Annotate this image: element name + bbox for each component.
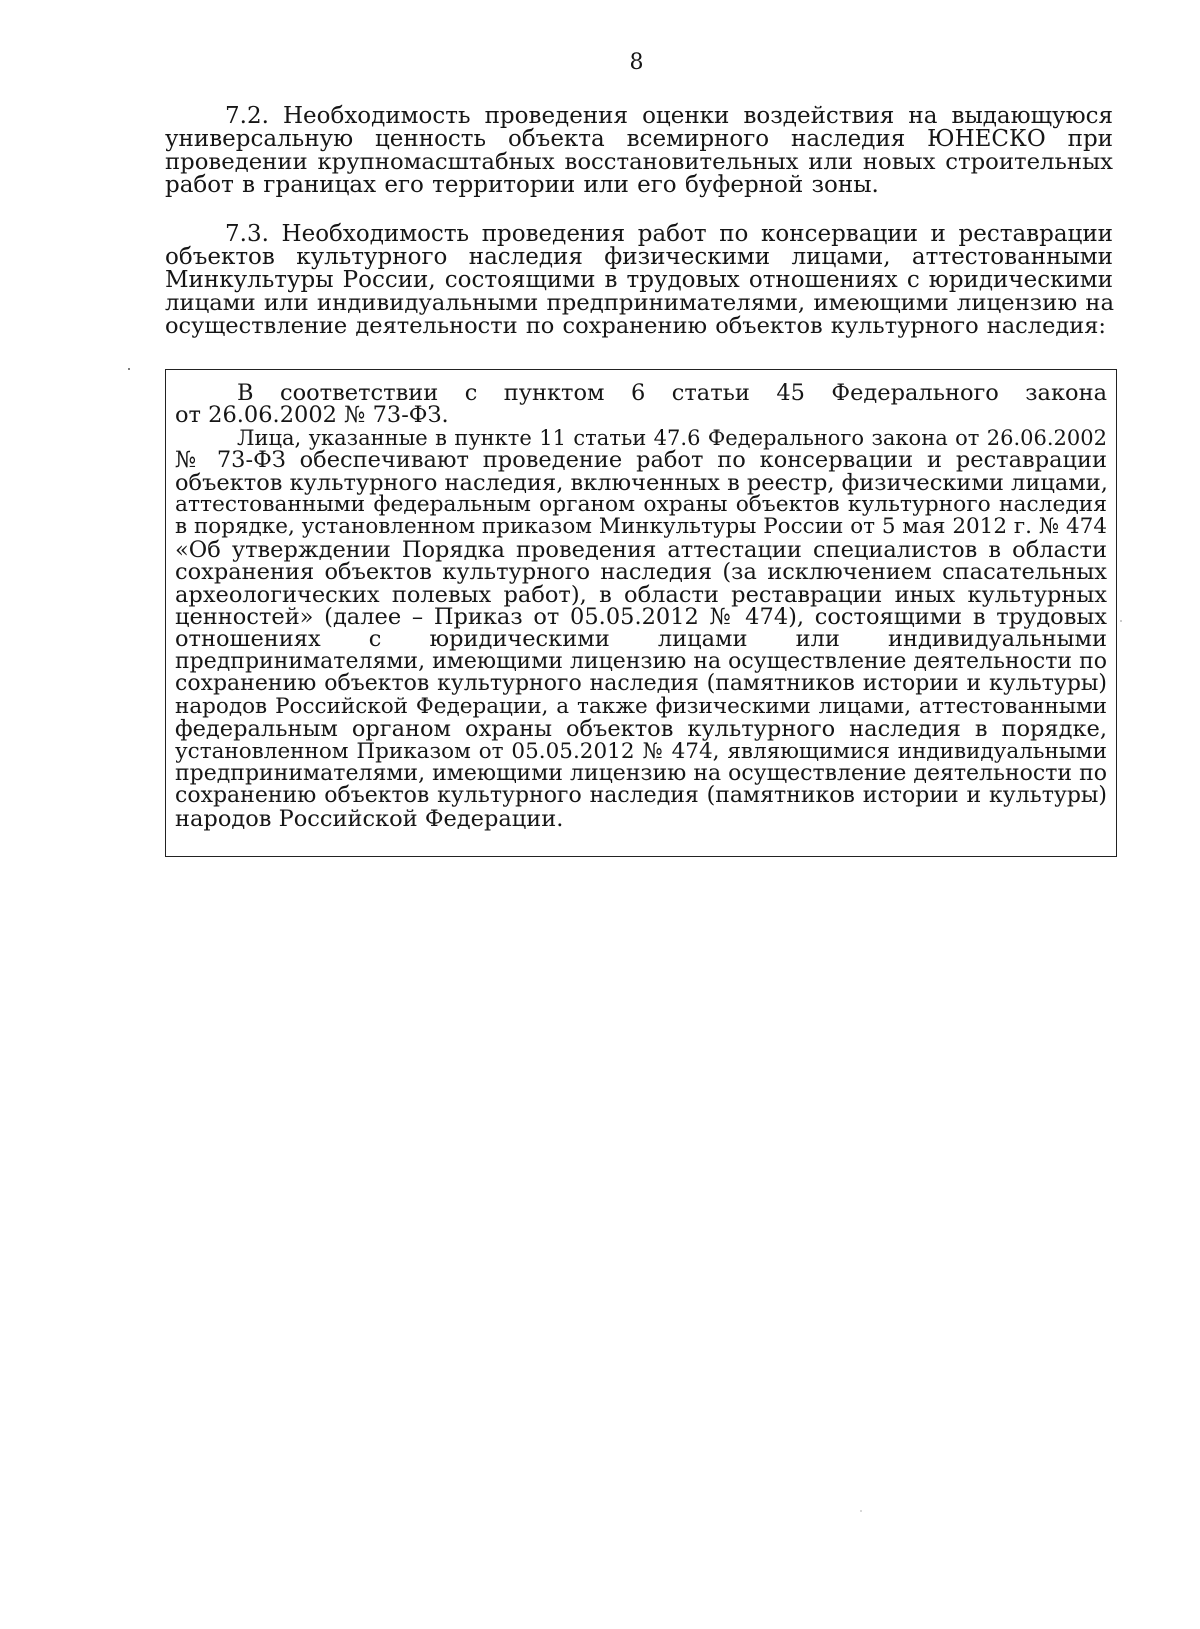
paragraph-line: работ в границах его территории или его буферной зоны.	[165, 172, 879, 198]
note-line: предпринимателями, имеющими лицензию на осуществление деятельности по	[175, 760, 1107, 786]
note-line: сохранению объектов культурного наследия (памятников истории и культуры)	[175, 783, 1107, 809]
note-line: ценностей» (далее – Приказ от 05.05.2012 № 474), состоящими в трудовых	[175, 604, 1107, 631]
note-line: федеральным органом охраны объектов культурного наследия в порядке,	[175, 716, 1107, 743]
paragraph-line: Минкультуры России, состоящими в трудовых отношениях с юридическими	[165, 267, 1113, 293]
note-line: объектов культурного наследия, включенных в реестр, физическими лицами,	[175, 469, 1108, 496]
paragraph-line: лицами или индивидуальными предпринимателями, имеющими лицензию на	[165, 290, 1115, 316]
note-line: предпринимателями, имеющими лицензию на осуществление деятельности по	[175, 648, 1107, 674]
note-line: аттестованными федеральным органом охраны объектов культурного наследия	[175, 492, 1107, 518]
note-line: № 73-ФЗ обеспечивают проведение работ по консервации и реставрации	[175, 447, 1107, 474]
legal-reference-text	[175, 382, 1107, 830]
note-line: в порядке, установленном приказом Минкультуры России от 5 мая 2012 г. № 474	[175, 514, 1108, 540]
paragraph-line: проведении крупномасштабных восстановительных или новых строительных	[165, 149, 1113, 175]
note-line: установленном Приказом от 05.05.2012 № 474, являющимися индивидуальными	[175, 738, 1107, 764]
scan-speck	[860, 1510, 862, 1512]
paragraph-line: осуществление деятельности по сохранению объектов культурного наследия:	[165, 313, 1107, 339]
paragraph-7-3	[165, 223, 1113, 338]
note-line: В соответствии с пунктом 6 статьи 45 Федерального закона	[237, 380, 1107, 406]
scan-speck	[128, 368, 130, 370]
paragraph-line: универсальную ценность объекта всемирного наследия ЮНЕСКО при	[165, 126, 1113, 152]
page-number: 8	[629, 50, 644, 75]
note-line: сохранению объектов культурного наследия (памятников истории и культуры)	[175, 671, 1107, 697]
note-line: народов Российской Федерации, а также физическими лицами, аттестованными	[175, 693, 1107, 719]
note-line: Лица, указанные в пункте 11 статьи 47.6 Федерального закона от 26.06.2002	[237, 425, 1107, 450]
legal-reference-box	[165, 369, 1117, 857]
paragraph-7-2	[165, 105, 1113, 197]
scan-speck	[1120, 620, 1122, 622]
note-line: сохранения объектов культурного наследия (за исключением спасательных	[175, 559, 1107, 586]
note-line: «Об утверждении Порядка проведения аттестации специалистов в области	[175, 536, 1107, 563]
paragraph-line: 7.3. Необходимость проведения работ по консервации и реставрации	[225, 221, 1113, 247]
note-line: археологических полевых работ), в области реставрации иных культурных	[175, 581, 1107, 608]
note-line: народов Российской Федерации.	[175, 805, 564, 832]
paragraph-line: 7.2. Необходимость проведения оценки воздействия на выдающуюся	[225, 103, 1113, 129]
note-line: от 26.06.2002 № 73-ФЗ.	[175, 402, 449, 429]
paragraph-line: объектов культурного наследия физическими лицами, аттестованными	[165, 244, 1113, 270]
note-line: отношениях с юридическими лицами или индивидуальными	[175, 626, 1107, 653]
